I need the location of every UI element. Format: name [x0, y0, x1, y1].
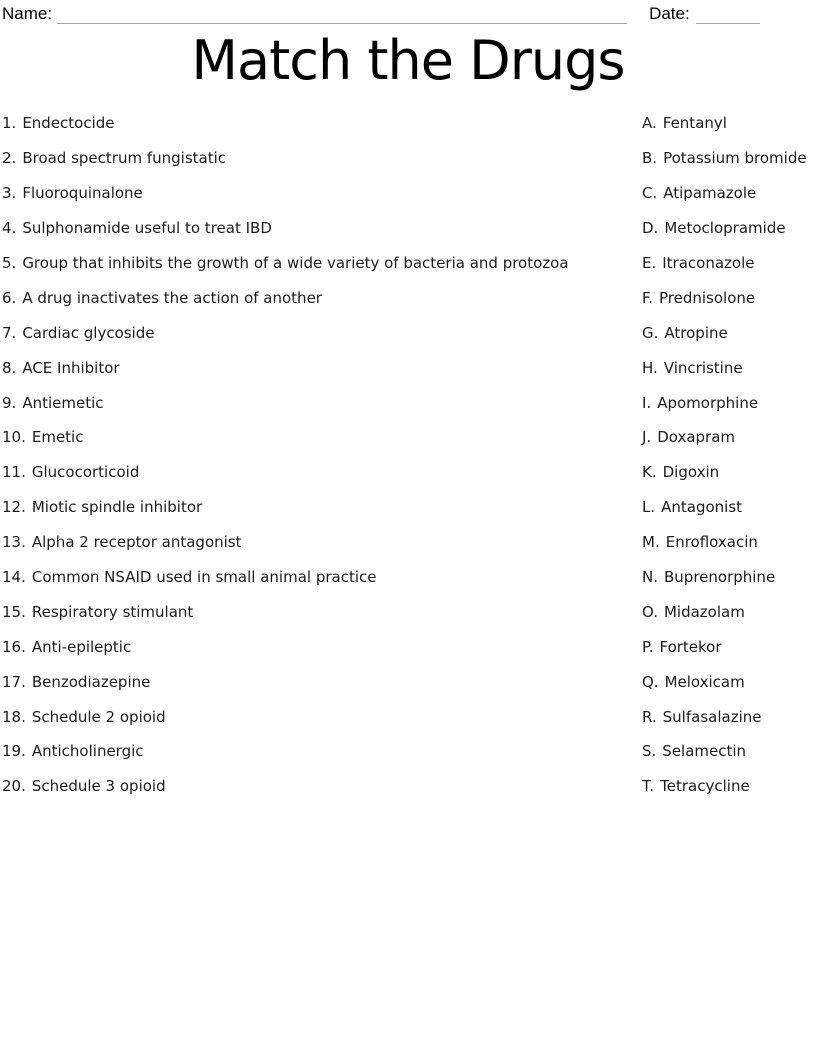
- answer-item: [642, 246, 816, 281]
- answer-text: Sulfasalazine: [662, 707, 762, 726]
- answer-letter: M.: [642, 533, 660, 552]
- question-text: Common NSAID used in small animal practice: [31, 568, 377, 587]
- answer-letter: J.: [642, 428, 652, 447]
- question-item: [2, 350, 642, 385]
- answer-letter: O.: [642, 602, 658, 621]
- answer-letter: B.: [642, 149, 658, 168]
- answer-text: Antagonist: [661, 498, 743, 517]
- name-label: Name:: [2, 4, 53, 23]
- question-text: Fluoroquinalone: [22, 184, 143, 203]
- answer-text: Enrofloxacin: [665, 533, 758, 552]
- answer-item: [642, 560, 816, 595]
- answer-letter: S.: [642, 742, 657, 761]
- answer-text: Digoxin: [662, 463, 720, 482]
- question-number: 13.: [2, 533, 26, 552]
- answer-item: [642, 594, 816, 629]
- question-text: Alpha 2 receptor antagonist: [31, 533, 242, 552]
- question-text: ACE Inhibitor: [22, 358, 120, 377]
- answer-letter: C.: [642, 184, 658, 203]
- question-text: Group that inhibits the growth of a wide variety of bacteria and protozoa: [22, 254, 569, 272]
- question-text: Miotic spindle inhibitor: [31, 498, 203, 517]
- question-item: [2, 664, 642, 699]
- answer-text: Fentanyl: [662, 114, 727, 133]
- matching-columns: [0, 106, 816, 804]
- answer-letter: K.: [642, 463, 657, 482]
- answer-item: [642, 455, 816, 490]
- question-number: 5.: [2, 254, 17, 272]
- question-number: 18.: [2, 707, 26, 726]
- question-item: [2, 629, 642, 664]
- question-text: Emetic: [31, 428, 84, 447]
- question-number: 9.: [2, 393, 17, 412]
- answer-text: Atropine: [664, 323, 728, 342]
- answer-item: [642, 280, 816, 315]
- answer-text: Vincristine: [663, 358, 743, 377]
- question-item: [2, 211, 642, 246]
- answer-letter: T.: [642, 777, 655, 796]
- header-row: [0, 0, 816, 24]
- question-item: [2, 525, 642, 560]
- question-number: 14.: [2, 568, 26, 587]
- question-number: 4.: [2, 219, 17, 238]
- answer-letter: R.: [642, 707, 657, 726]
- question-item: [2, 246, 642, 281]
- question-number: 8.: [2, 358, 17, 377]
- answer-item: [642, 315, 816, 350]
- answer-text: Itraconazole: [662, 254, 755, 272]
- question-item: [2, 490, 642, 525]
- question-number: 3.: [2, 184, 17, 203]
- answer-letter: H.: [642, 358, 658, 377]
- question-number: 17.: [2, 672, 26, 691]
- question-item: [2, 315, 642, 350]
- question-item: [2, 141, 642, 176]
- answer-letter: L.: [642, 498, 656, 517]
- date-blank-line: [696, 5, 760, 24]
- answer-letter: E.: [642, 254, 657, 272]
- question-item: [2, 455, 642, 490]
- answer-item: [642, 629, 816, 664]
- question-text: Anti-epileptic: [31, 637, 132, 656]
- question-number: 1.: [2, 114, 17, 133]
- question-text: Schedule 2 opioid: [31, 707, 166, 726]
- question-text: Endectocide: [22, 114, 115, 133]
- question-text: Respiratory stimulant: [31, 602, 194, 621]
- question-number: 11.: [2, 463, 26, 482]
- answer-letter: G.: [642, 323, 659, 342]
- question-number: 7.: [2, 323, 17, 342]
- question-number: 19.: [2, 742, 26, 761]
- question-text: Schedule 3 opioid: [31, 777, 166, 796]
- answer-item: [642, 211, 816, 246]
- question-item: [2, 734, 642, 769]
- question-item: [2, 106, 642, 141]
- answer-item: [642, 420, 816, 455]
- answer-text: Midazolam: [663, 602, 745, 621]
- answer-text: Selamectin: [662, 742, 747, 761]
- question-item: [2, 280, 642, 315]
- answer-text: Tetracycline: [660, 777, 750, 796]
- answer-letter: Q.: [642, 672, 659, 691]
- answer-text: Buprenorphine: [664, 568, 776, 587]
- answer-letter: I.: [642, 393, 652, 412]
- answer-letter: A.: [642, 114, 657, 133]
- question-number: 15.: [2, 602, 26, 621]
- question-text: Sulphonamide useful to treat IBD: [22, 219, 272, 238]
- question-item: [2, 420, 642, 455]
- question-number: 6.: [2, 288, 17, 307]
- answer-item: [642, 385, 816, 420]
- answer-item: [642, 525, 816, 560]
- answer-item: [642, 176, 816, 211]
- question-number: 20.: [2, 777, 26, 796]
- answer-item: [642, 350, 816, 385]
- answer-text: Meloxicam: [664, 672, 745, 691]
- answer-item: [642, 699, 816, 734]
- answer-list: [642, 106, 816, 804]
- question-text: Broad spectrum fungistatic: [22, 149, 227, 168]
- answer-text: Atipamazole: [663, 184, 757, 203]
- answer-text: Apomorphine: [657, 393, 759, 412]
- answer-text: Potassium bromide: [663, 149, 807, 168]
- question-text: Glucocorticoid: [31, 463, 140, 482]
- question-item: [2, 560, 642, 595]
- question-text: Benzodiazepine: [31, 672, 151, 691]
- question-number: 12.: [2, 498, 26, 517]
- question-number: 2.: [2, 149, 17, 168]
- question-text: Cardiac glycoside: [22, 323, 155, 342]
- answer-letter: F.: [642, 288, 653, 307]
- page-title: Match the Drugs: [191, 29, 625, 92]
- question-text: Anticholinergic: [31, 742, 144, 761]
- question-item: [2, 594, 642, 629]
- question-number: 16.: [2, 637, 26, 656]
- answer-letter: P.: [642, 637, 654, 656]
- answer-item: [642, 664, 816, 699]
- answer-item: [642, 490, 816, 525]
- question-text: Antiemetic: [22, 393, 104, 412]
- question-text: A drug inactivates the action of another: [22, 288, 322, 307]
- name-blank-line: [57, 5, 627, 24]
- question-number: 10.: [2, 428, 26, 447]
- answer-letter: N.: [642, 568, 658, 587]
- question-item: [2, 385, 642, 420]
- question-item: [2, 769, 642, 804]
- question-item: [2, 699, 642, 734]
- answer-item: [642, 734, 816, 769]
- question-list: [0, 106, 642, 804]
- answer-text: Doxapram: [657, 428, 736, 447]
- answer-item: [642, 769, 816, 804]
- answer-text: Metoclopramide: [664, 219, 786, 238]
- date-label: Date:: [649, 4, 690, 23]
- answer-item: [642, 141, 816, 176]
- answer-text: Fortekor: [659, 637, 722, 656]
- answer-letter: D.: [642, 219, 659, 238]
- question-item: [2, 176, 642, 211]
- answer-text: Prednisolone: [659, 288, 756, 307]
- answer-item: [642, 106, 816, 141]
